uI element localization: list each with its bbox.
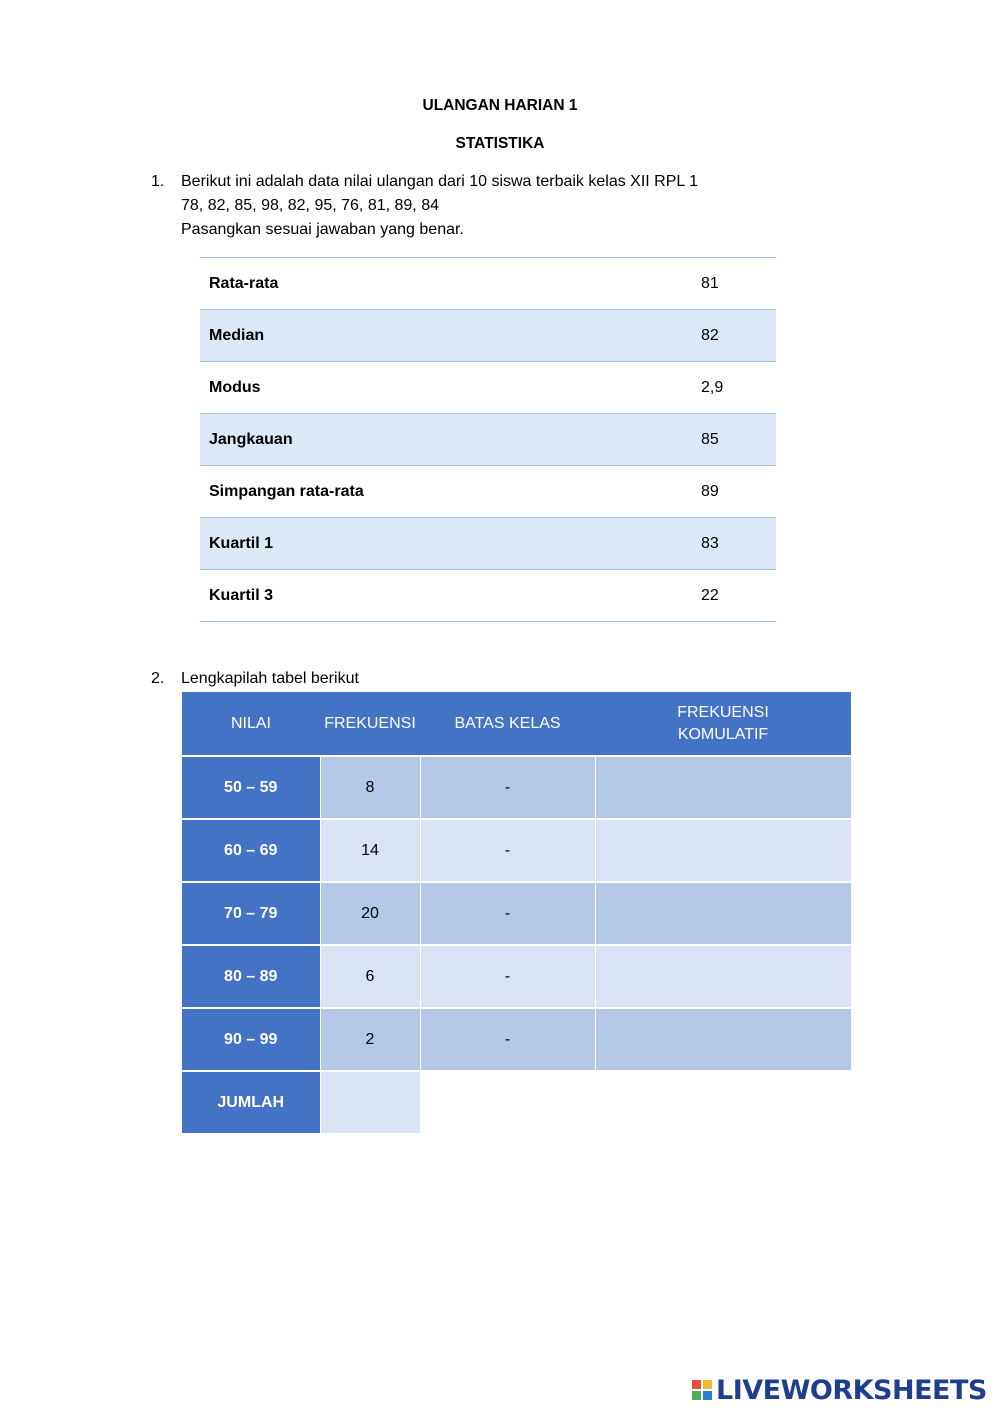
liveworksheets-logo [692,1372,992,1408]
kumulatif-input[interactable] [595,882,851,945]
match-row [200,413,776,465]
match-answer[interactable]: 89 [701,482,719,500]
logo-text: LIVEWORKSHEETS [716,1374,987,1406]
table-total-row [182,1071,851,1133]
question-2-instruction: Lengkapilah tabel berikut [181,670,359,687]
kumulatif-input[interactable] [595,756,851,819]
batas-kelas-input[interactable]: - [420,882,595,945]
table-row [182,756,851,819]
table-row [182,882,851,945]
frekuensi-cell: 20 [320,882,420,945]
header-frekuensi-komulatif: FREKUENSI KOMULATIF [595,692,851,756]
kumulatif-input[interactable] [595,819,851,882]
match-row [200,257,776,309]
table-header-row [182,692,851,756]
kumulatif-input[interactable] [595,945,851,1008]
jumlah-label: JUMLAH [182,1071,320,1133]
logo-square [692,1391,701,1400]
match-table [200,257,776,622]
question-1-data: 78, 82, 85, 98, 82, 95, 76, 81, 89, 84 [181,197,439,214]
header-batas-kelas: BATAS KELAS [420,692,595,756]
match-label: Kuartil 3 [209,586,274,604]
table-row [182,1008,851,1071]
jumlah-input[interactable] [320,1071,420,1133]
logo-square [703,1380,712,1389]
match-label: Rata-rata [209,274,279,292]
table-row [182,819,851,882]
question-1-number: 1. [151,173,165,190]
frequency-table [182,692,852,1133]
match-answer[interactable]: 83 [701,534,719,552]
match-answer[interactable]: 85 [701,430,719,448]
frekuensi-cell: 8 [320,756,420,819]
header-frekuensi: FREKUENSI [320,692,420,756]
match-answer[interactable]: 22 [701,586,719,604]
batas-kelas-input[interactable]: - [420,1008,595,1071]
batas-kelas-input[interactable]: - [420,819,595,882]
question-1-instruction: Pasangkan sesuai jawaban yang benar. [181,221,464,238]
batas-kelas-input[interactable]: - [420,945,595,1008]
liveworksheets-logo-icon [692,1380,712,1400]
match-label: Kuartil 1 [209,534,274,552]
nilai-cell: 50 – 59 [182,756,320,819]
kumulatif-input[interactable] [595,1008,851,1071]
match-answer[interactable]: 2,9 [701,378,724,396]
match-row [200,517,776,569]
match-row [200,465,776,517]
frekuensi-cell: 6 [320,945,420,1008]
match-label: Modus [209,378,261,396]
match-row [200,569,776,622]
batas-kelas-input[interactable]: - [420,756,595,819]
match-answer[interactable]: 82 [701,326,719,344]
page-title: ULANGAN HARIAN 1 [422,97,578,114]
header-nilai: NILAI [182,692,320,756]
frekuensi-cell: 14 [320,819,420,882]
match-row [200,309,776,361]
match-label: Simpangan rata-rata [209,482,364,500]
page-subtitle: STATISTIKA [455,135,545,152]
logo-square [692,1380,701,1389]
match-label: Median [209,326,265,344]
nilai-cell: 80 – 89 [182,945,320,1008]
frekuensi-cell: 2 [320,1008,420,1071]
nilai-cell: 70 – 79 [182,882,320,945]
match-answer[interactable]: 81 [701,274,719,292]
nilai-cell: 60 – 69 [182,819,320,882]
logo-square [703,1391,712,1400]
question-2-number: 2. [151,670,165,687]
nilai-cell: 90 – 99 [182,1008,320,1071]
match-label: Jangkauan [209,430,293,448]
question-1-text: Berikut ini adalah data nilai ulangan dari 10 siswa terbaik kelas XII RPL 1 [181,173,699,190]
table-row [182,945,851,1008]
match-row [200,361,776,413]
